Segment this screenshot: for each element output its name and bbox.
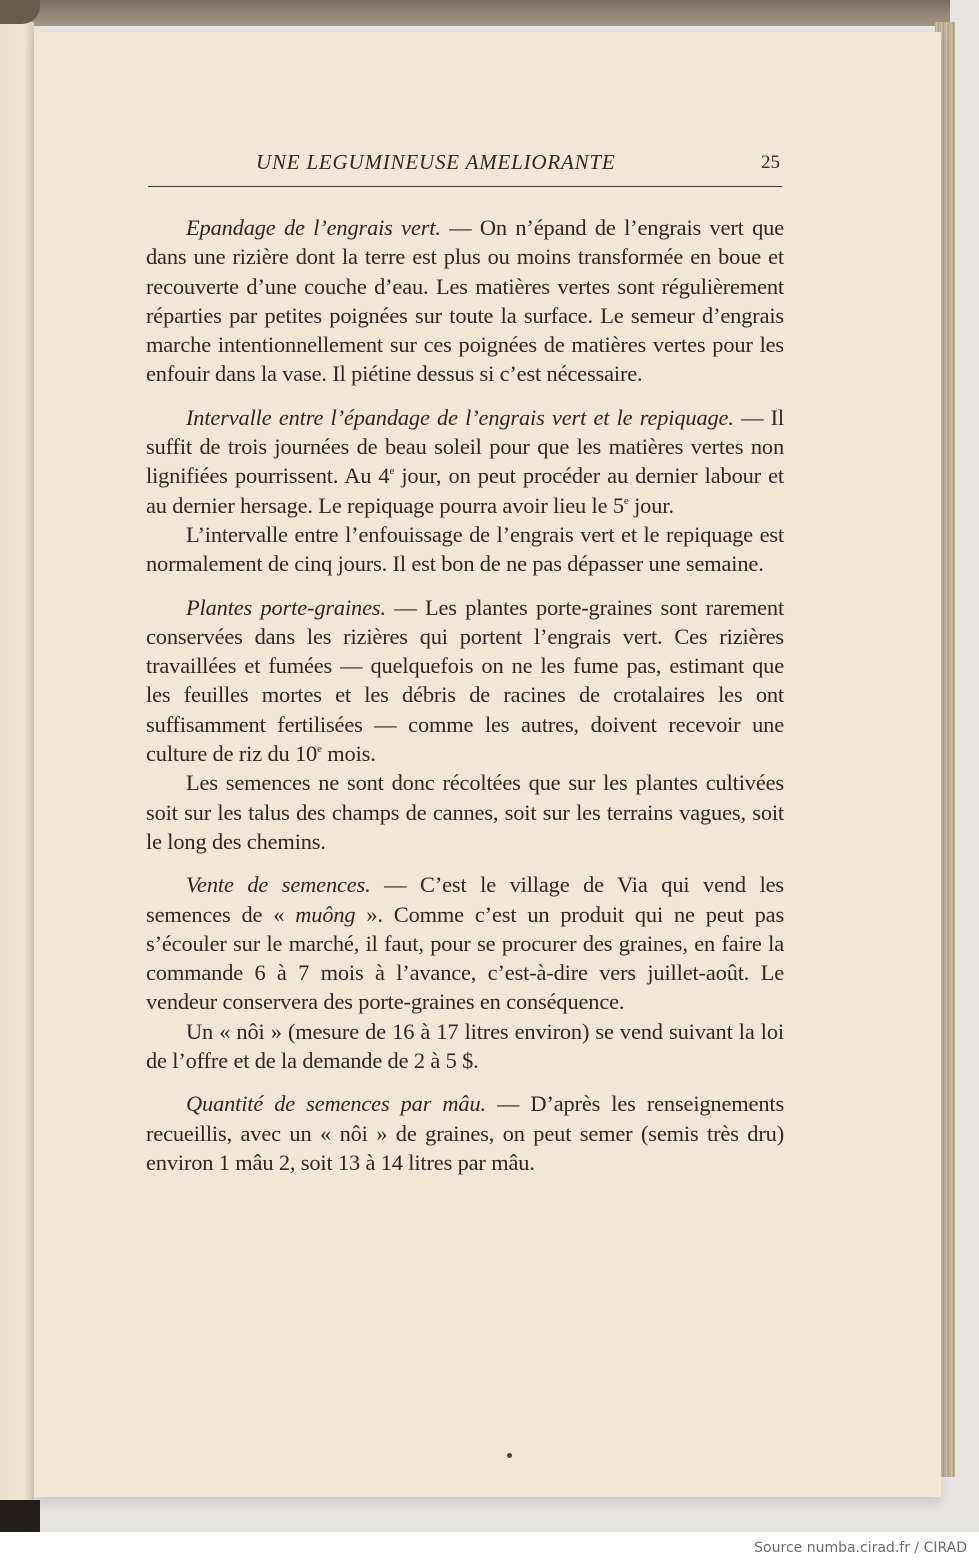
previous-page-edge xyxy=(0,22,34,1512)
header-rule xyxy=(148,186,782,187)
paragraph-quantite: Quantité de semences par mâu. — D’après les renseignements recueillis, avec un « nôi » de graines, on peut semer (semis très dru) environ 1 mâu 2, soit 13 à 14 litres par mâu. xyxy=(146,1091,785,1175)
paragraph-text: On n’épand de l’engrais vert que dans une rizière dont la terre est plus ou moins transformée en boue et recouverte d’une couche d’eau. Les matières vertes sont régulièrement réparties par petites poignées sur toute la surface. Le semeur d’engrais marche intentionnellement sur ces poignées de matières vertes pour les enfouir dans la vase. Il piétine dessus si c’est nécessaire. xyxy=(146,215,785,387)
paragraph-vente: Vente de semences. — C’est le village de Via qui vend les semences de « muông ». Comme c’est un produit qui ne peut pas s’écouler sur le marché, il faut, pour se procurer des graines, en faire la commande 6 à 7 mois à l’avance, c’est-à-dire vers juillet-août. Le vendeur conservera des porte-graines en conséquence. xyxy=(146,872,785,1015)
book-binding-bottom xyxy=(0,1500,40,1532)
section-title: Plantes porte-graines. xyxy=(186,594,386,620)
paragraph-text: L’intervalle entre l’enfouissage de l’engrais vert et le repiquage est normalement de cinq jours. Il est bon de ne pas dépasser une semaine. xyxy=(146,521,784,577)
page-number: 25 xyxy=(761,152,780,173)
running-head xyxy=(148,148,782,178)
section-title: Quantité de semences par mâu. xyxy=(186,1091,486,1117)
source-credit: Source numba.cirad.fr / CIRAD xyxy=(754,1540,967,1556)
running-title: UNE LEGUMINEUSE AMELIORANTE xyxy=(256,150,616,174)
section-title: Epandage de l’engrais vert. xyxy=(186,215,441,240)
paragraph-intervalle: Intervalle entre l’épandage de l’engrais vert et le repiquage. — Il suffit de trois journées de beau soleil pour que les matières vertes non lignifiées pourrissent. Au 4e jour, on peut procéder au dernier labour et au dernier hersage. Le repiquage pourra avoir lieu le 5e jour. xyxy=(146,404,784,518)
paragraph-plantes: Plantes porte-graines. — Les plantes porte-graines sont rarement conservées dans les rizières qui portent l’engrais vert. Ces rizières travaillées et fumées — quelquefois on ne les fume pas, estimant que les feuilles mortes et les débris de racines de crotalaires les ont suffisamment fertilisées — comme les autres, doivent recevoir une culture de riz du 10e mois. xyxy=(146,594,785,767)
paragraph-epandage: Epandage de l’engrais vert. — On n’épand de l’engrais vert que dans une rizière dont la terre est plus ou moins transformée en boue et recouverte d’une couche d’eau. Les matières vertes sont régulièrement réparties par petites poignées sur toute la surface. Le semeur d’engrais marche intentionnellement sur ces poignées de matières vertes pour les enfouir dans la vase. Il piétine dessus si c’est nécessaire. xyxy=(146,215,785,387)
section-title: Intervalle entre l’épandage de l’engrais vert et le repiquage. xyxy=(186,404,734,430)
paragraph-text: D’après les renseignements recueillis, avec un « nôi » de graines, on peut semer (semis très dru) environ 1 mâu 2, soit 13 à 14 litres par mâu. xyxy=(146,1091,785,1175)
section-title: Vente de semences. xyxy=(186,872,371,898)
book-top-shadow xyxy=(30,0,950,26)
page-body xyxy=(146,213,784,1177)
paragraph-text: Un « nôi » (mesure de 16 à 17 litres environ) se vend suivant la loi de l’offre et de la demande de 2 à 5 $. xyxy=(146,1018,784,1074)
paragraph-text: Les semences ne sont donc récoltées que sur les plantes cultivées soit sur les talus des champs de cannes, soit sur les terrains vagues, soit le long des chemins. xyxy=(146,770,784,854)
page-speck xyxy=(507,1453,512,1458)
